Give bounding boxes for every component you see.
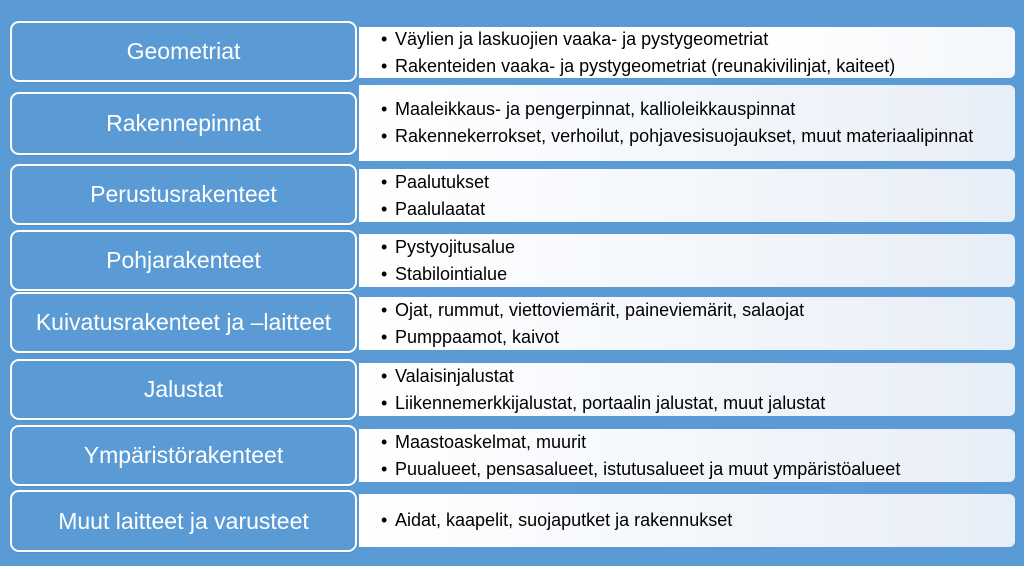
bullet-icon: • [381,431,388,452]
category-label: Jalustat [10,359,357,420]
category-items [359,234,1015,287]
list-item: • Paalutukset [381,171,490,192]
list-item: • Pumppaamot, kaivot [381,326,560,347]
list-item: • Valaisinjalustat [381,365,514,386]
category-items [359,297,1015,350]
category-items [359,169,1015,222]
list-item: • Puualueet, pensasalueet, istutusalueet ja muut ympäristöalueet [381,458,901,479]
category-label: Pohjarakenteet [10,230,357,291]
category-label: Ympäristörakenteet [10,425,357,486]
category-label: Rakennepinnat [10,92,357,155]
category-items [359,429,1015,482]
bullet-icon: • [381,365,388,386]
category-label: Perustusrakenteet [10,164,357,225]
bullet-icon: • [381,510,388,530]
category-items [359,363,1015,416]
bullet-icon: • [381,263,388,284]
category-label: Kuivatusrakenteet ja –laitteet [10,292,357,353]
bullet-icon: • [381,28,388,49]
list-item: • Stabilointialue [381,263,508,284]
bullet-icon: • [381,198,388,219]
list-item: • Maaleikkaus- ja pengerpinnat, kallioleikkauspinnat [381,99,796,119]
bullet-icon: • [381,392,388,413]
list-item: • Aidat, kaapelit, suojaputket ja rakennukset [381,510,733,530]
list-item: • Paalulaatat [381,198,486,219]
bullet-icon: • [381,55,388,76]
list-item: • Väylien ja laskuojien vaaka- ja pystygeometriat [381,28,769,49]
category-items [359,85,1015,161]
bullet-icon: • [381,326,388,347]
list-item: • Rakenteiden vaaka- ja pystygeometriat (reunakivilinjat, kaiteet) [381,55,896,76]
category-items [359,27,1015,78]
category-label: Muut laitteet ja varusteet [10,490,357,552]
bullet-icon: • [381,299,388,320]
bullet-icon: • [381,99,388,119]
category-label: Geometriat [10,21,357,82]
category-items [359,494,1015,547]
list-item: • Liikennemerkkijalustat, portaalin jalustat, muut jalustat [381,392,826,413]
bullet-icon: • [381,126,388,146]
bullet-icon: • [381,171,388,192]
bullet-icon: • [381,236,388,257]
list-item: • Maastoaskelmat, muurit [381,431,587,452]
list-item: • Ojat, rummut, viettoviemärit, paineviemärit, salaojat [381,299,805,320]
bullet-icon: • [381,458,388,479]
list-item: • Rakennekerrokset, verhoilut, pohjavesisuojaukset, muut materiaalipinnat [381,126,974,146]
list-item: • Pystyojitusalue [381,236,516,257]
